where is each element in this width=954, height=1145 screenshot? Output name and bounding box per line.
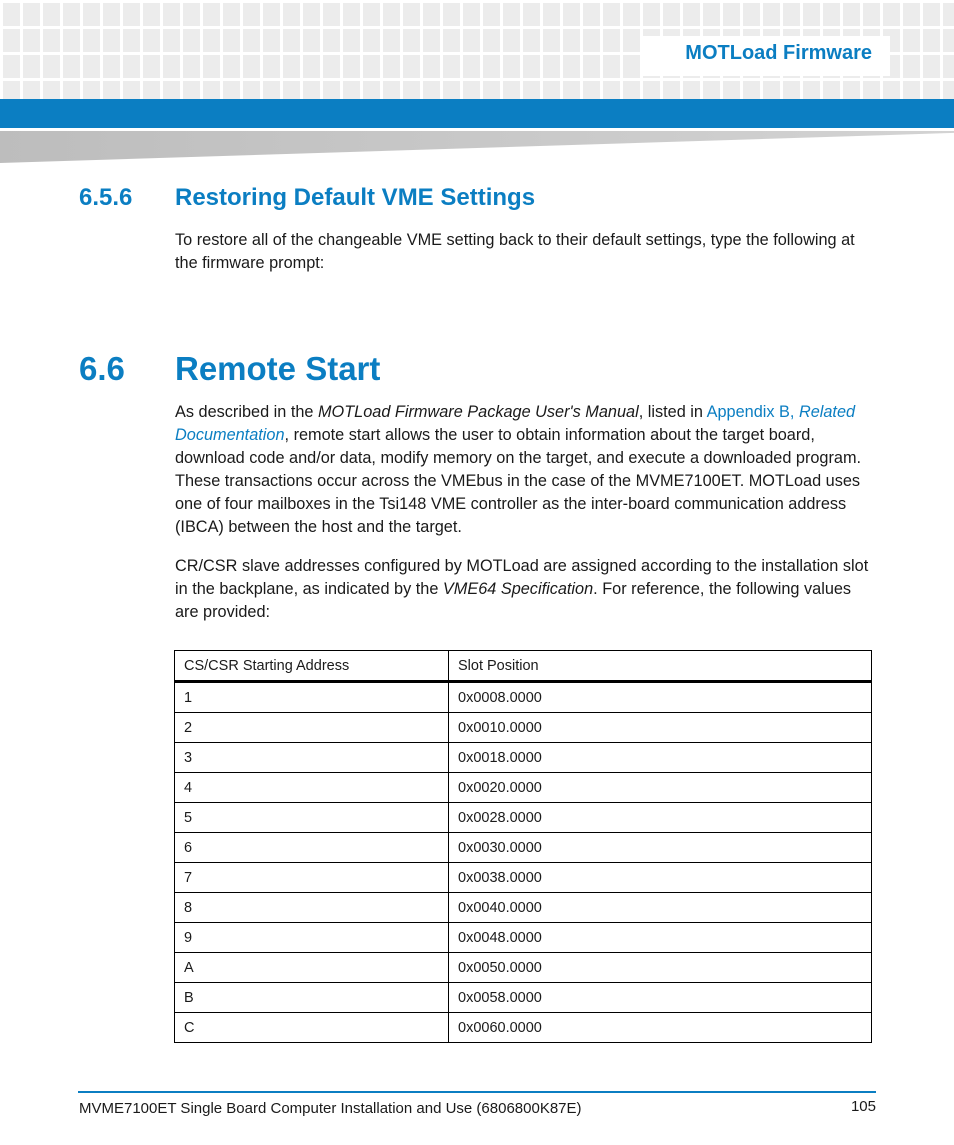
address-cell: C	[175, 1013, 449, 1043]
csr-paragraph: CR/CSR slave addresses configured by MOTLoad are assigned according to the installation slot in the backplane, as indicated by the VME64 Specification. For reference, the following values are provided:	[175, 557, 869, 621]
remote-start-paragraph: As described in the MOTLoad Firmware Package User's Manual, listed in Appendix B, Related Documentation, remote start allows the user to obtain information about the target board, download code and/or data, modify memory on the target, and execute a downloaded program. These transactions occur across the VMEbus in the case of the MVME7100ET. MOTLoad uses one of four mailboxes in the Tsi148 VME controller as the inter-board communication address (IBCA) between the host and the target.	[175, 403, 862, 536]
table-row	[175, 953, 872, 983]
spec-title: VME64 Specification	[442, 580, 594, 598]
address-cell: 1	[175, 682, 449, 713]
address-cell: 2	[175, 713, 449, 743]
section-title: Restoring Default VME Settings	[175, 184, 536, 211]
table-row	[175, 803, 872, 833]
address-cell: 3	[175, 743, 449, 773]
address-cell: 9	[175, 923, 449, 953]
manual-title: MOTLoad Firmware Package User's Manual	[318, 403, 639, 421]
address-cell: 7	[175, 863, 449, 893]
section-title: Remote Start	[175, 350, 381, 387]
table-row	[175, 713, 872, 743]
csr-address-table	[174, 650, 872, 1043]
related-documentation-link[interactable]: Related Documentation	[175, 403, 856, 444]
address-cell: 6	[175, 833, 449, 863]
section-number: 6.5.6	[79, 184, 133, 211]
table-row	[175, 863, 872, 893]
header-gray-wedge	[0, 131, 954, 163]
slot-cell: 0x0018.0000	[449, 743, 872, 773]
slot-cell: 0x0050.0000	[449, 953, 872, 983]
column-header: Slot Position	[449, 651, 872, 682]
appendix-link[interactable]: Appendix B,	[706, 403, 799, 421]
slot-cell: 0x0030.0000	[449, 833, 872, 863]
slot-cell: 0x0038.0000	[449, 863, 872, 893]
table-row	[175, 682, 872, 713]
table-row	[175, 743, 872, 773]
table-row	[175, 923, 872, 953]
footer-rule	[78, 1091, 876, 1093]
table-row	[175, 833, 872, 863]
slot-cell: 0x0060.0000	[449, 1013, 872, 1043]
header-title: MOTLoad Firmware	[685, 42, 872, 64]
address-cell: B	[175, 983, 449, 1013]
table-row	[175, 1013, 872, 1043]
slot-cell: 0x0040.0000	[449, 893, 872, 923]
slot-cell: 0x0058.0000	[449, 983, 872, 1013]
table-row	[175, 773, 872, 803]
page-number: 105	[850, 1098, 876, 1115]
slot-cell: 0x0010.0000	[449, 713, 872, 743]
slot-cell: 0x0028.0000	[449, 803, 872, 833]
address-cell: A	[175, 953, 449, 983]
table-header-row	[175, 651, 872, 682]
footer-document-title: MVME7100ET Single Board Computer Installation and Use (6806800K87E)	[79, 1100, 582, 1117]
address-cell: 5	[175, 803, 449, 833]
table-row	[175, 893, 872, 923]
header-blue-bar	[0, 99, 954, 128]
restore-paragraph: To restore all of the changeable VME setting back to their default settings, type the following at the firmware prompt:	[175, 231, 855, 272]
slot-cell: 0x0020.0000	[449, 773, 872, 803]
table-row	[175, 983, 872, 1013]
address-cell: 4	[175, 773, 449, 803]
column-header: CS/CSR Starting Address	[175, 651, 449, 682]
slot-cell: 0x0048.0000	[449, 923, 872, 953]
section-number: 6.6	[79, 350, 125, 387]
address-cell: 8	[175, 893, 449, 923]
slot-cell: 0x0008.0000	[449, 682, 872, 713]
